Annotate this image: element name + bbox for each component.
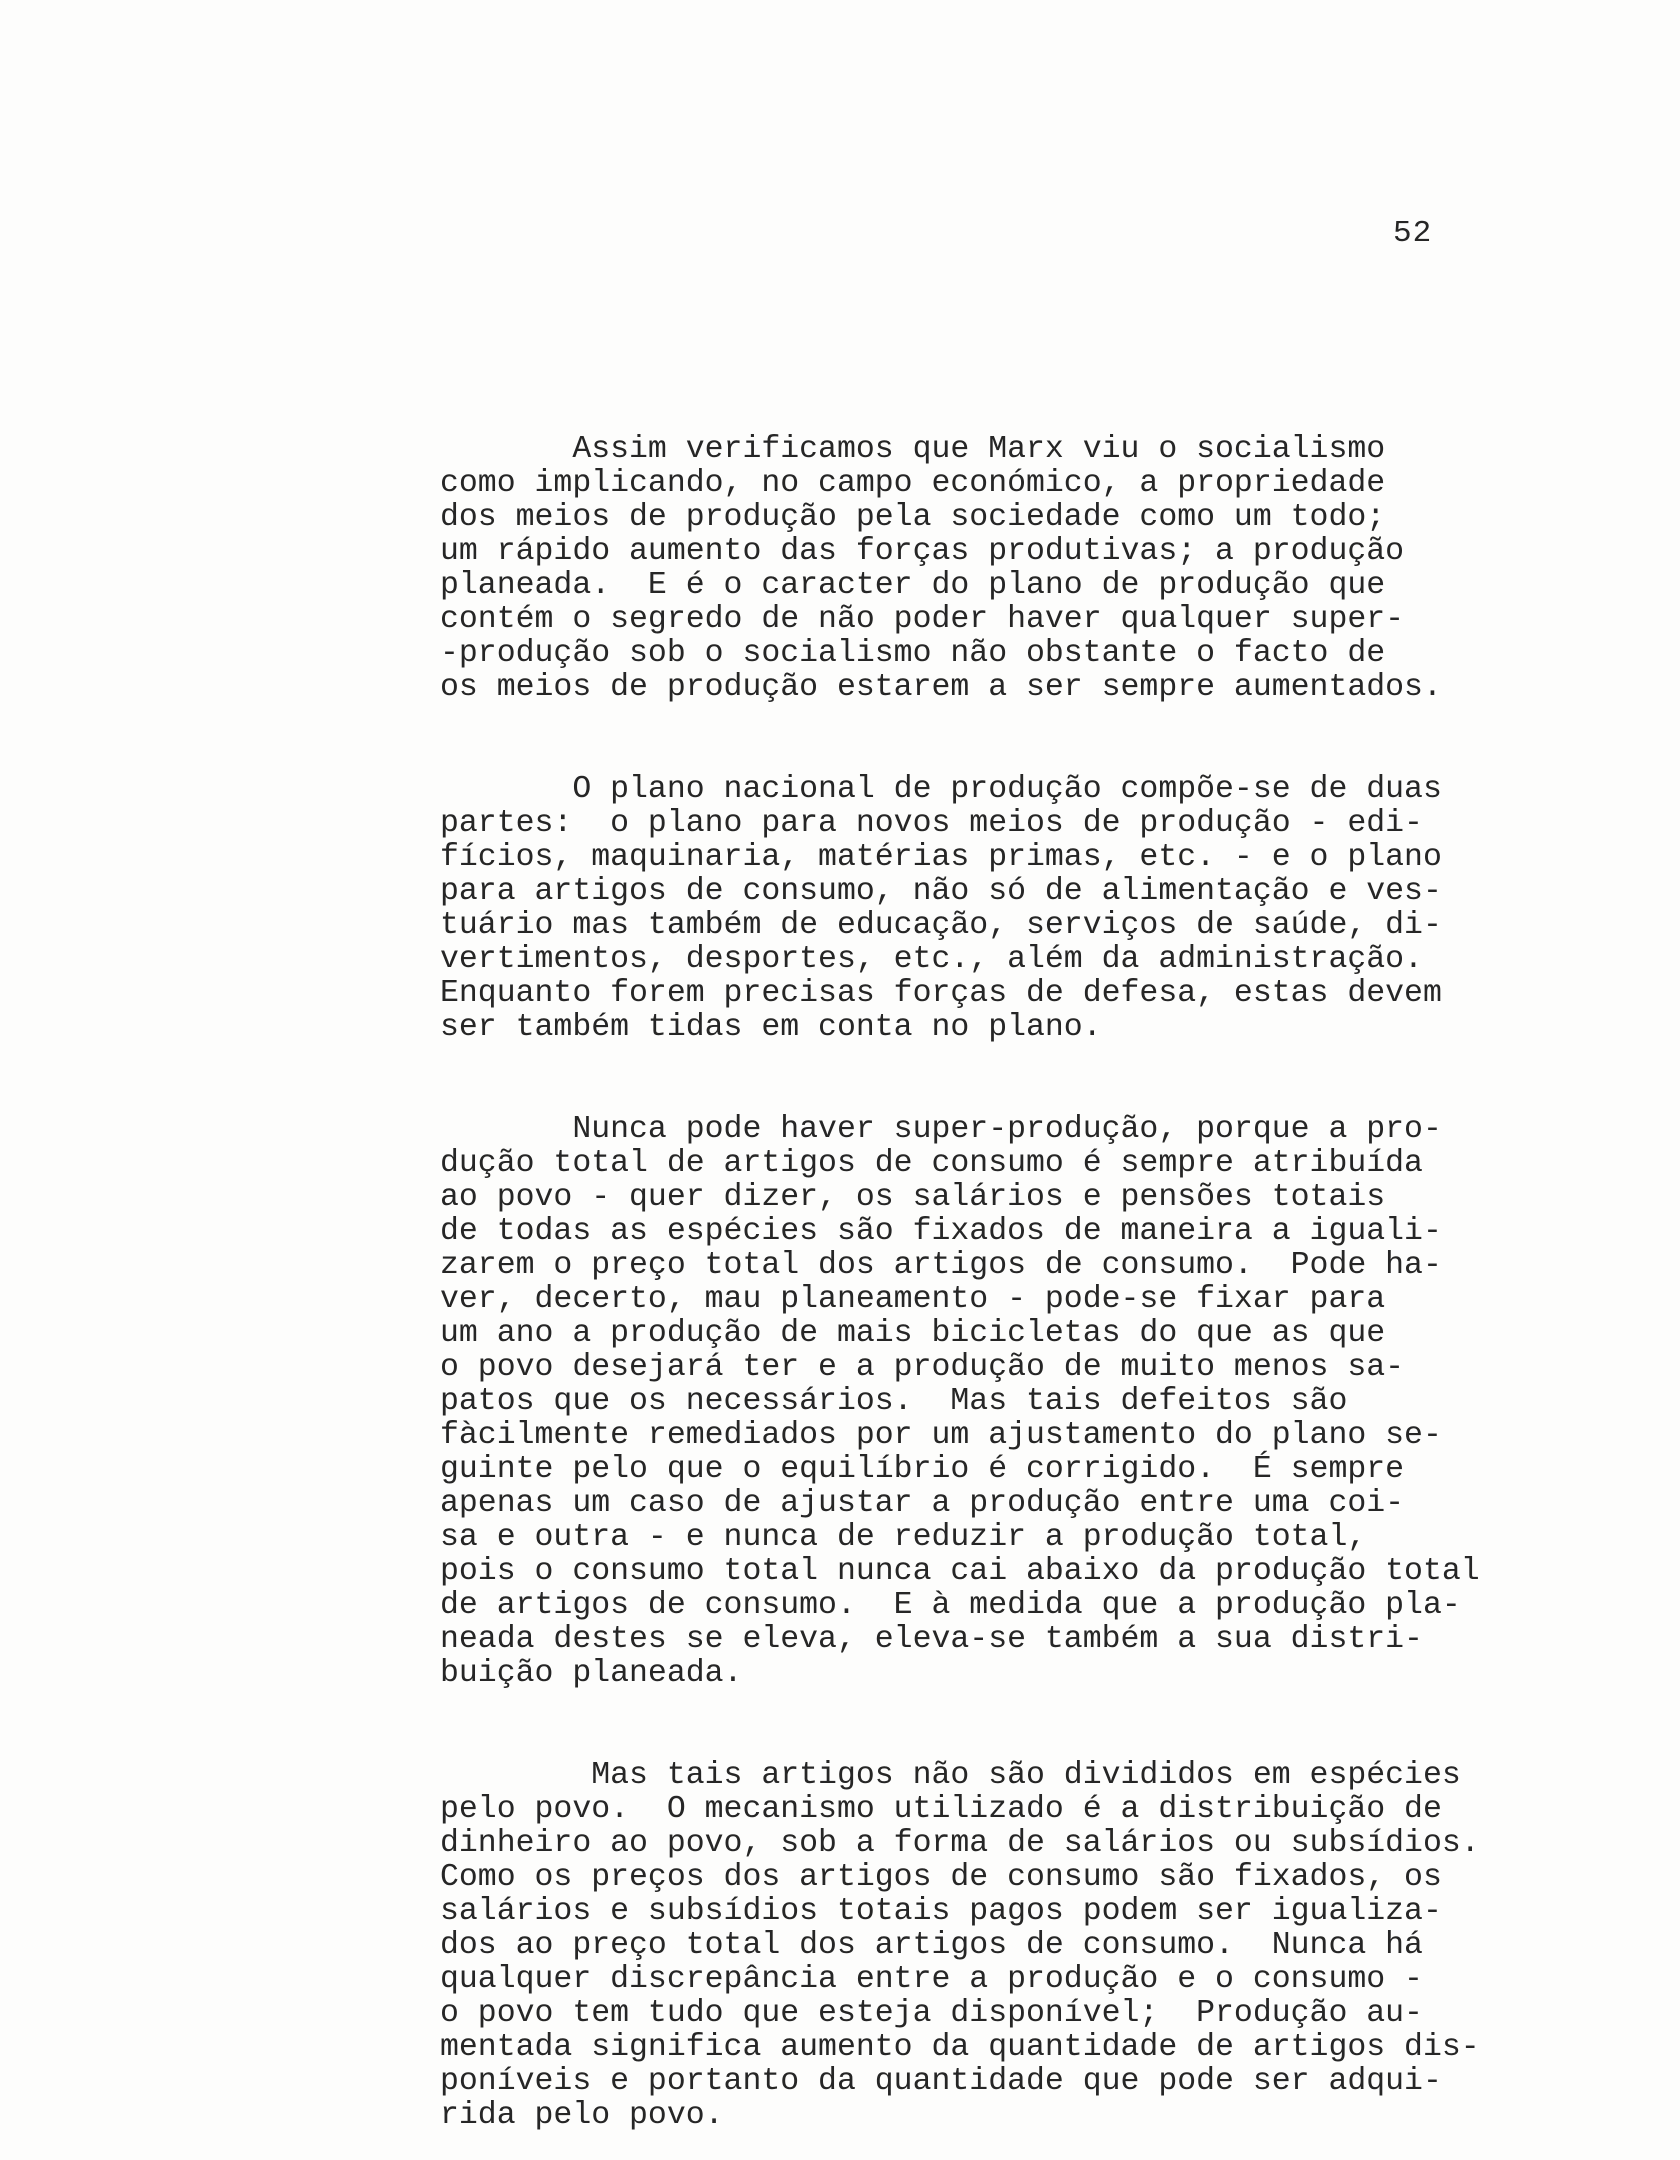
text-line: O plano nacional de produção compõe-se de duas xyxy=(440,772,1442,807)
paragraph-2 xyxy=(440,773,1580,1045)
page-number: 52 xyxy=(1393,216,1433,251)
paragraph-4 xyxy=(440,1759,1580,2133)
text-line: guinte pelo que o equilíbrio é corrigido. É sempre xyxy=(440,1452,1405,1487)
text-line: os meios de produção estarem a ser sempre aumentados. xyxy=(440,670,1442,705)
text-line: -produção sob o socialismo não obstante o facto de xyxy=(440,636,1386,671)
body-text xyxy=(440,433,1580,2133)
text-line: vertimentos, desportes, etc., além da administração. xyxy=(440,942,1423,977)
text-line: rida pelo povo. xyxy=(440,2098,724,2133)
text-line: planeada. E é o caracter do plano de produção que xyxy=(440,568,1386,603)
text-line: Assim verificamos que Marx viu o socialismo xyxy=(440,432,1386,467)
text-line: neada destes se eleva, eleva-se também a sua distri- xyxy=(440,1622,1423,1657)
text-line: partes: o plano para novos meios de produção - edi- xyxy=(440,806,1423,841)
text-line: pelo povo. O mecanismo utilizado é a distribuição de xyxy=(440,1792,1442,1827)
text-line: contém o segredo de não poder haver qualquer super- xyxy=(440,602,1405,637)
text-line: poníveis e portanto da quantidade que pode ser adqui- xyxy=(440,2064,1442,2099)
text-line: ser também tidas em conta no plano. xyxy=(440,1010,1102,1045)
text-line: de artigos de consumo. E à medida que a produção pla- xyxy=(440,1588,1461,1623)
text-line: para artigos de consumo, não só de alimentação e ves- xyxy=(440,874,1442,909)
paragraph-3 xyxy=(440,1113,1580,1691)
text-line: como implicando, no campo económico, a propriedade xyxy=(440,466,1386,501)
text-line: apenas um caso de ajustar a produção entre uma coi- xyxy=(440,1486,1405,1521)
text-line: patos que os necessários. Mas tais defeitos são xyxy=(440,1384,1348,1419)
text-line: fícios, maquinaria, matérias primas, etc. - e o plano xyxy=(440,840,1442,875)
text-line: o povo desejará ter e a produção de muito menos sa- xyxy=(440,1350,1405,1385)
text-line: dinheiro ao povo, sob a forma de salários ou subsídios. xyxy=(440,1826,1480,1861)
text-line: um ano a produção de mais bicicletas do que as que xyxy=(440,1316,1386,1351)
text-line: dos ao preço total dos artigos de consumo. Nunca há xyxy=(440,1928,1423,1963)
text-line: mentada significa aumento da quantidade de artigos dis- xyxy=(440,2030,1480,2065)
text-line: Nunca pode haver super-produção, porque a pro- xyxy=(440,1112,1442,1147)
text-line: ver, decerto, mau planeamento - pode-se fixar para xyxy=(440,1282,1386,1317)
text-line: Mas tais artigos não são divididos em espécies xyxy=(440,1758,1461,1793)
text-line: de todas as espécies são fixados de maneira a iguali- xyxy=(440,1214,1442,1249)
text-line: tuário mas também de educação, serviços de saúde, di- xyxy=(440,908,1442,943)
text-line: pois o consumo total nunca cai abaixo da produção total xyxy=(440,1554,1480,1589)
text-line: sa e outra - e nunca de reduzir a produção total, xyxy=(440,1520,1367,1555)
text-line: o povo tem tudo que esteja disponível; Produção au- xyxy=(440,1996,1423,2031)
text-line: buição planeada. xyxy=(440,1656,743,1691)
text-line: Como os preços dos artigos de consumo são fixados, os xyxy=(440,1860,1442,1895)
text-line: fàcilmente remediados por um ajustamento do plano se- xyxy=(440,1418,1442,1453)
text-line: ao povo - quer dizer, os salários e pensões totais xyxy=(440,1180,1386,1215)
text-line: salários e subsídios totais pagos podem ser igualiza- xyxy=(440,1894,1442,1929)
paragraph-1 xyxy=(440,433,1580,705)
text-line: um rápido aumento das forças produtivas; a produção xyxy=(440,534,1405,569)
text-line: Enquanto forem precisas forças de defesa, estas devem xyxy=(440,976,1442,1011)
text-line: dução total de artigos de consumo é sempre atribuída xyxy=(440,1146,1423,1181)
text-line: qualquer discrepância entre a produção e o consumo - xyxy=(440,1962,1423,1997)
text-line: dos meios de produção pela sociedade como um todo; xyxy=(440,500,1386,535)
text-line: zarem o preço total dos artigos de consumo. Pode ha- xyxy=(440,1248,1442,1283)
